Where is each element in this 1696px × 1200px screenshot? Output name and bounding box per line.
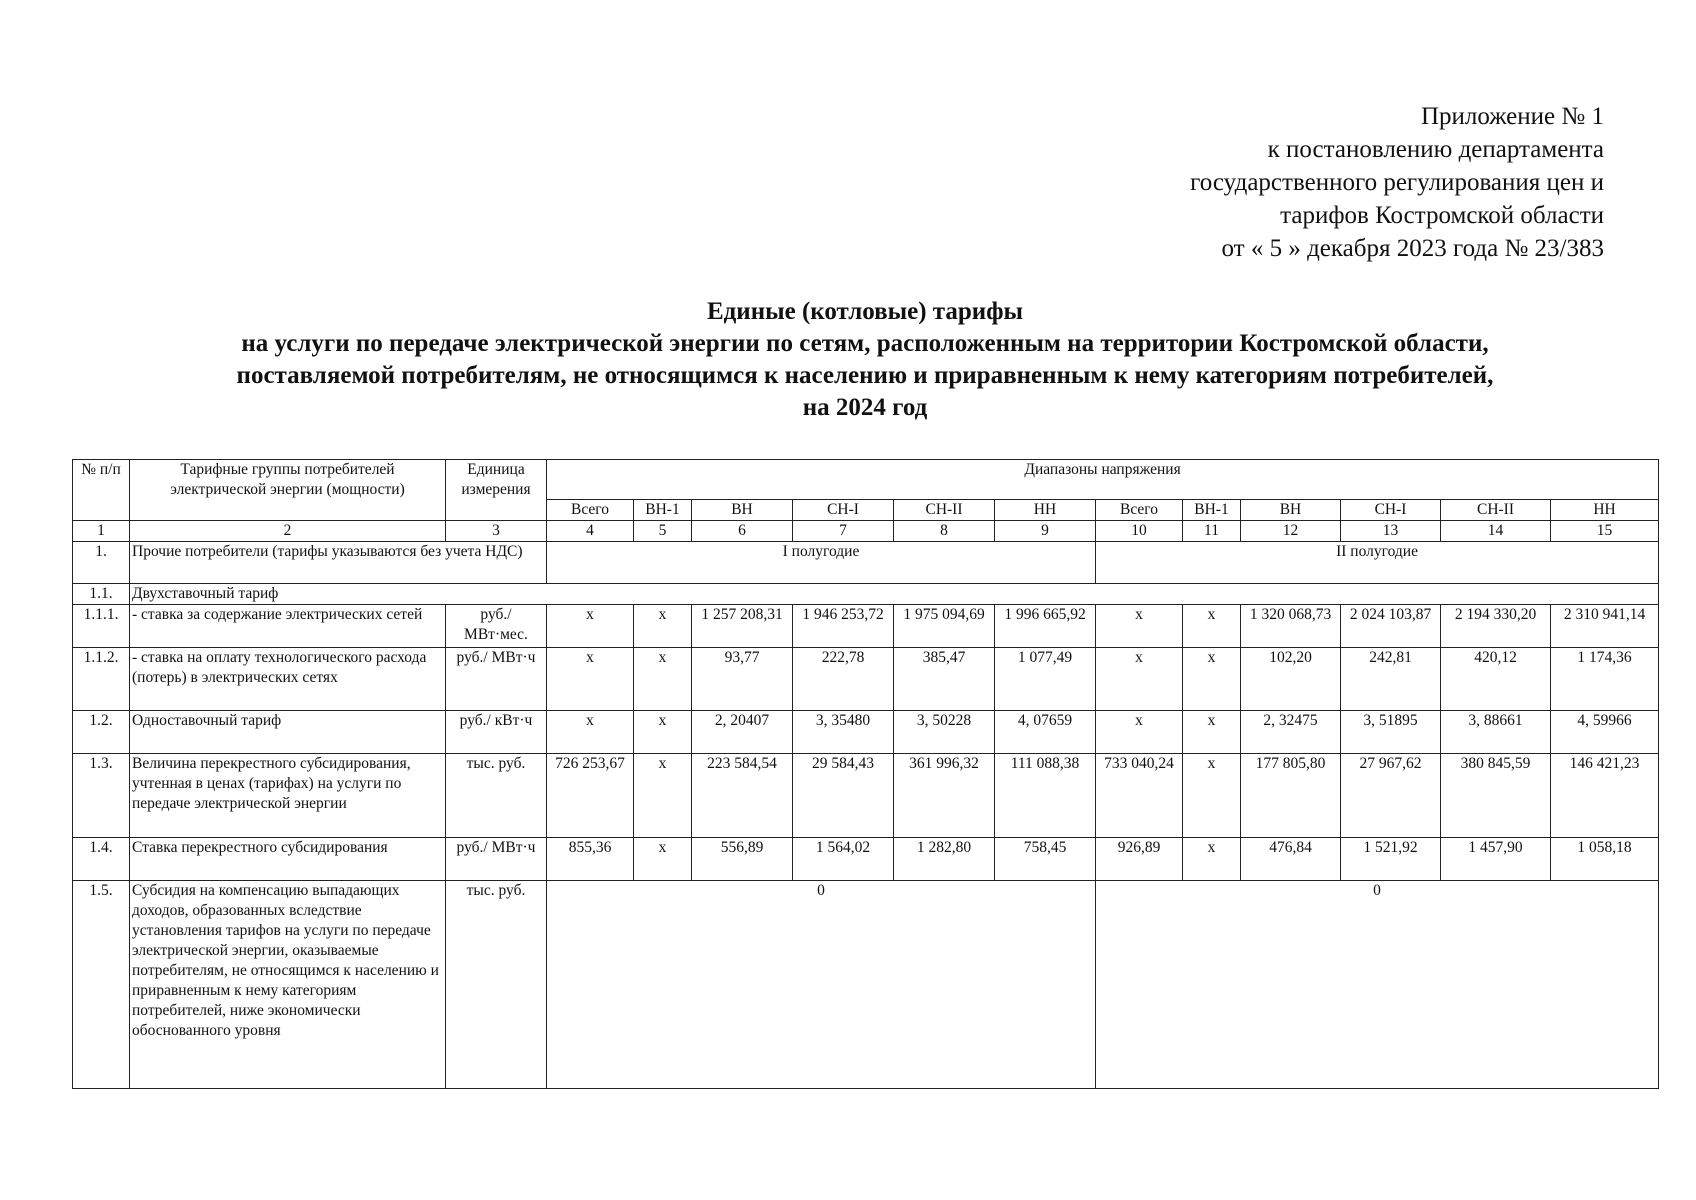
value-cell: 2, 20407: [692, 711, 793, 754]
row-num: 1.1.: [73, 584, 130, 605]
value-cell: x: [1183, 838, 1241, 881]
header-sub: СН-I: [793, 500, 894, 521]
row-label: - ставка на оплату технологического расхода (потерь) в электрических сетях: [130, 648, 446, 711]
value-cell: 1 996 665,92: [995, 605, 1096, 648]
section-row: [73, 542, 1659, 584]
row-unit: тыс. руб.: [446, 881, 547, 1089]
value-cell: 2 024 103,87: [1341, 605, 1441, 648]
header-group: Тарифные группы потребителей электрической энергии (мощности): [130, 460, 446, 521]
value-cell: 1 946 253,72: [793, 605, 894, 648]
header-sub: Всего: [1096, 500, 1183, 521]
value-cell: x: [547, 605, 634, 648]
column-number: 8: [894, 521, 995, 542]
value-cell: 242,81: [1341, 648, 1441, 711]
value-cell: 380 845,59: [1441, 754, 1551, 838]
value-cell: 733 040,24: [1096, 754, 1183, 838]
table-row: [73, 648, 1659, 711]
column-number: 3: [446, 521, 547, 542]
value-cell: 3, 51895: [1341, 711, 1441, 754]
column-number: 15: [1551, 521, 1659, 542]
column-number: 12: [1241, 521, 1341, 542]
column-number: 7: [793, 521, 894, 542]
annex-line: от « 5 » декабря 2023 года № 23/383: [1221, 235, 1604, 262]
value-cell: 361 996,32: [894, 754, 995, 838]
header-sub: НН: [995, 500, 1096, 521]
column-number: 11: [1183, 521, 1241, 542]
header-sub: СН-II: [1441, 500, 1551, 521]
row-label: - ставка за содержание электрических сетей: [130, 605, 446, 648]
value-cell: x: [634, 648, 692, 711]
subsidy-half-1: 0: [547, 881, 1096, 1089]
value-cell: 1 077,49: [995, 648, 1096, 711]
column-number: 2: [130, 521, 446, 542]
header-ranges: Диапазоны напряжения: [547, 460, 1659, 500]
value-cell: x: [634, 754, 692, 838]
value-cell: x: [1183, 711, 1241, 754]
value-cell: 177 805,80: [1241, 754, 1341, 838]
value-cell: 29 584,43: [793, 754, 894, 838]
section-label: Прочие потребители (тарифы указываются без учета НДС): [130, 542, 547, 584]
header-row: [73, 460, 1659, 500]
value-cell: 3, 88661: [1441, 711, 1551, 754]
value-cell: x: [1183, 605, 1241, 648]
value-cell: 476,84: [1241, 838, 1341, 881]
title-line: Единые (котловые) тарифы: [706, 298, 1024, 325]
value-cell: 222,78: [793, 648, 894, 711]
column-number: 14: [1441, 521, 1551, 542]
value-cell: x: [1096, 605, 1183, 648]
header-sub: Всего: [547, 500, 634, 521]
title-line: поставляемой потребителям, не относящимся к населению и приравненным к нему категориям потребителей,: [236, 362, 1494, 389]
row-label: Двухставочный тариф: [130, 584, 1659, 605]
value-cell: x: [1183, 648, 1241, 711]
value-cell: 1 521,92: [1341, 838, 1441, 881]
header-sub: СН-I: [1341, 500, 1441, 521]
value-cell: 111 088,38: [995, 754, 1096, 838]
row-label: Ставка перекрестного субсидирования: [130, 838, 446, 881]
column-number-row: [73, 521, 1659, 542]
row-unit: руб./ МВт·мес.: [446, 605, 547, 648]
value-cell: 3, 35480: [793, 711, 894, 754]
value-cell: 1 320 068,73: [1241, 605, 1341, 648]
value-cell: 1 174,36: [1551, 648, 1659, 711]
value-cell: 3, 50228: [894, 711, 995, 754]
annex-line: к постановлению департамента: [1267, 136, 1604, 163]
row-unit: тыс. руб.: [446, 754, 547, 838]
column-number: 4: [547, 521, 634, 542]
value-cell: 385,47: [894, 648, 995, 711]
row-num: 1.3.: [73, 754, 130, 838]
header-sub: НН: [1551, 500, 1659, 521]
value-cell: 2, 32475: [1241, 711, 1341, 754]
value-cell: x: [1183, 754, 1241, 838]
header-unit: Единица измерения: [446, 460, 547, 521]
row-label: Величина перекрестного субсидирования, учтенная в ценах (тарифах) на услуги по передаче электрической энергии: [130, 754, 446, 838]
value-cell: 4, 07659: [995, 711, 1096, 754]
value-cell: x: [634, 838, 692, 881]
value-cell: x: [547, 711, 634, 754]
value-cell: x: [634, 605, 692, 648]
annex-line: государственного регулирования цен и: [1190, 169, 1604, 196]
value-cell: 758,45: [995, 838, 1096, 881]
table-row: [73, 605, 1659, 648]
value-cell: 2 310 941,14: [1551, 605, 1659, 648]
value-cell: 926,89: [1096, 838, 1183, 881]
annex-line: тарифов Костромской области: [1280, 202, 1604, 229]
half-year-1: I полугодие: [547, 542, 1096, 584]
table-row: [73, 711, 1659, 754]
row-num: 1.: [73, 542, 130, 584]
value-cell: 1 058,18: [1551, 838, 1659, 881]
row-unit: руб./ кВт·ч: [446, 711, 547, 754]
header-sub: ВН: [692, 500, 793, 521]
value-cell: x: [547, 648, 634, 711]
row-label: Субсидия на компенсацию выпадающих доходов, образованных вследствие установления тарифов на услуги по передаче электрической энергии, оказываемые потребителям, не относящимся к населению и приравненным к нему категориям потребителей, ниже экономически обоснованного уровня: [130, 881, 446, 1089]
value-cell: x: [1096, 711, 1183, 754]
value-cell: 146 421,23: [1551, 754, 1659, 838]
row-num: 1.4.: [73, 838, 130, 881]
row-num: 1.5.: [73, 881, 130, 1089]
row-unit: руб./ МВт·ч: [446, 648, 547, 711]
value-cell: 223 584,54: [692, 754, 793, 838]
column-number: 9: [995, 521, 1096, 542]
value-cell: 420,12: [1441, 648, 1551, 711]
value-cell: 1 257 208,31: [692, 605, 793, 648]
row-num: 1.2.: [73, 711, 130, 754]
value-cell: 27 967,62: [1341, 754, 1441, 838]
value-cell: 93,77: [692, 648, 793, 711]
column-number: 10: [1096, 521, 1183, 542]
header-sub: ВН-1: [1183, 500, 1241, 521]
table-row: [73, 754, 1659, 838]
header-sub: СН-II: [894, 500, 995, 521]
column-number: 5: [634, 521, 692, 542]
header-sub: ВН: [1241, 500, 1341, 521]
row-unit: руб./ МВт·ч: [446, 838, 547, 881]
value-cell: 4, 59966: [1551, 711, 1659, 754]
header-sub: ВН-1: [634, 500, 692, 521]
tariff-table: [72, 459, 1659, 1089]
value-cell: 1 282,80: [894, 838, 995, 881]
table-row: [73, 881, 1659, 1089]
value-cell: 855,36: [547, 838, 634, 881]
column-number: 13: [1341, 521, 1441, 542]
value-cell: 102,20: [1241, 648, 1341, 711]
value-cell: 1 564,02: [793, 838, 894, 881]
document-title: [72, 296, 1658, 424]
row-num: 1.1.1.: [73, 605, 130, 648]
row-label: Одноставочный тариф: [130, 711, 446, 754]
title-line: на услуги по передаче электрической энергии по сетям, расположенным на территории Костромской области,: [241, 330, 1489, 357]
table-row: [73, 838, 1659, 881]
annex-block: [1190, 100, 1604, 265]
subsidy-half-2: 0: [1096, 881, 1659, 1089]
title-line: на 2024 год: [802, 394, 928, 421]
half-year-2: II полугодие: [1096, 542, 1659, 584]
value-cell: 726 253,67: [547, 754, 634, 838]
value-cell: x: [634, 711, 692, 754]
value-cell: 1 975 094,69: [894, 605, 995, 648]
annex-line: Приложение № 1: [1420, 103, 1604, 130]
value-cell: 556,89: [692, 838, 793, 881]
header-num: № п/п: [73, 460, 130, 521]
table-row: [73, 584, 1659, 605]
row-num: 1.1.2.: [73, 648, 130, 711]
column-number: 1: [73, 521, 130, 542]
value-cell: x: [1096, 648, 1183, 711]
column-number: 6: [692, 521, 793, 542]
value-cell: 2 194 330,20: [1441, 605, 1551, 648]
value-cell: 1 457,90: [1441, 838, 1551, 881]
